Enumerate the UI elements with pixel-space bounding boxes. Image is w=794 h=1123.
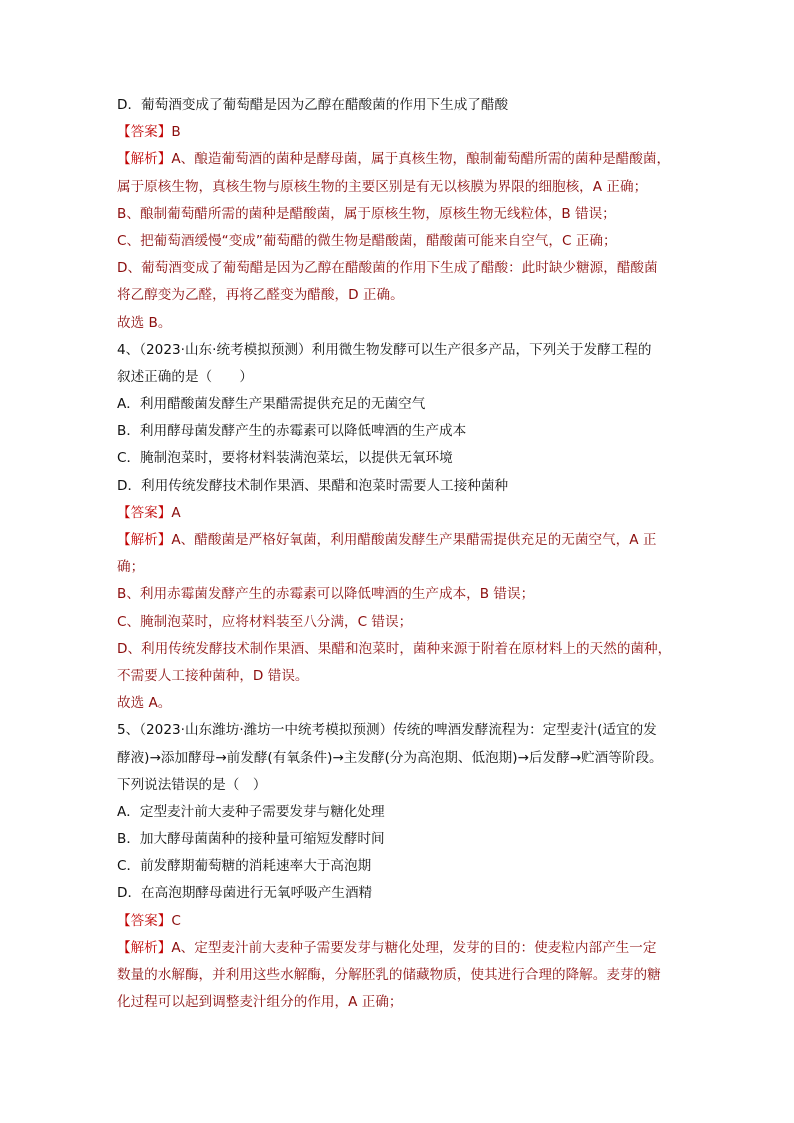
answer-value: C — [171, 912, 181, 929]
analysis-line: 化过程可以起到调整麦汁组分的作用，A 正确； — [117, 994, 403, 1011]
analysis-line: 将乙醇变为乙醛，再将乙醛变为醋酸，D 正确。 — [117, 287, 404, 304]
q4-stem: 4、（2023·山东·统考模拟预测）利用微生物发酵可以生产很多产品，下列关于发酵工程的 — [117, 341, 652, 358]
q5-option-d: D．在高泡期酵母菌进行无氧呼吸产生酒精 — [117, 885, 373, 902]
q5-stem: 酵液)→添加酵母→前发酵(有氧条件)→主发酵(分为高泡期、低泡期)→后发酵→贮酒等阶段。 — [117, 749, 663, 766]
q5-option-c: C．前发酵期葡萄糖的消耗速率大于高泡期 — [117, 858, 372, 875]
analysis-line: 不需要人工接种菌种，D 错误。 — [117, 667, 309, 684]
q4-option-a: A．利用醋酸菌发酵生产果醋需提供充足的无菌空气 — [117, 396, 426, 413]
answer-tag: 【答案】 — [117, 124, 172, 141]
analysis-text: A、定型麦汁前大麦种子需要发芽与糖化处理，发芽的目的：使麦粒内部产生一定 — [171, 939, 657, 956]
q3-answer — [117, 119, 677, 146]
analysis-text: A、酿造葡萄酒的菌种是酵母菌，属于真核生物，酿制葡萄醋所需的菌种是醋酸菌， — [171, 151, 671, 168]
q3-analysis — [117, 146, 677, 173]
conclusion-line: 故选 A。 — [117, 695, 172, 712]
q4-option-b: B．利用酵母菌发酵产生的赤霉素可以降低啤酒的生产成本 — [117, 423, 467, 440]
answer-tag: 【答案】 — [117, 912, 172, 929]
q3-option-d: D．葡萄酒变成了葡萄醋是因为乙醇在醋酸菌的作用下生成了醋酸 — [117, 97, 509, 113]
analysis-line: C、腌制泡菜时，应将材料装至八分满，C 错误； — [117, 613, 413, 630]
answer-tag: 【答案】 — [117, 504, 172, 521]
conclusion-line: 故选 B。 — [117, 314, 172, 331]
q5-answer — [117, 908, 677, 935]
q4-answer — [117, 500, 677, 527]
analysis-tag: 【解析】 — [117, 939, 172, 956]
analysis-line: B、利用赤霉菌发酵产生的赤霉素可以降低啤酒的生产成本，B 错误； — [117, 586, 535, 603]
analysis-line: 数量的水解酶，并利用这些水解酶，分解胚乳的储藏物质，使其进行合理的降解。麦芽的糖 — [117, 967, 661, 983]
analysis-line: C、把葡萄酒缓慢“变成”葡萄醋的微生物是醋酸菌，醋酸菌可能来自空气，C 正确； — [117, 232, 617, 249]
analysis-line: 属于原核生物，真核生物与原核生物的主要区别是有无以核膜为界限的细胞核，A 正确； — [117, 178, 648, 195]
q5-stem: 下列说法错误的是（ ） — [117, 776, 267, 793]
analysis-tag: 【解析】 — [117, 151, 172, 168]
q5-analysis — [117, 935, 677, 962]
analysis-line: D、葡萄酒变成了葡萄醋是因为乙醇在醋酸菌的作用下生成了醋酸：此时缺少糖源，醋酸菌 — [117, 260, 658, 277]
analysis-line: B、酿制葡萄醋所需的菌种是醋酸菌，属于原核生物，原核生物无线粒体，B 错误； — [117, 205, 616, 222]
q5-stem: 5、（2023·山东潍坊·潍坊一中统考模拟预测）传统的啤酒发酵流程为：定型麦汁(适宜的发 — [117, 722, 657, 739]
analysis-text: A、醋酸菌是严格好氧菌，利用醋酸菌发酵生产果醋需提供充足的无菌空气，A 正 — [171, 532, 657, 548]
analysis-line: 确； — [117, 559, 145, 576]
q4-option-c: C．腌制泡菜时，要将材料装满泡菜坛，以提供无氧环境 — [117, 450, 453, 467]
analysis-line: D、利用传统发酵技术制作果酒、果醋和泡菜时，菌种来源于附着在原材料上的天然的菌种， — [117, 640, 672, 657]
answer-value: B — [171, 124, 181, 141]
document-page — [117, 92, 677, 1016]
answer-value: A — [171, 504, 181, 521]
q5-option-a: A．定型麦汁前大麦种子需要发芽与糖化处理 — [117, 803, 385, 820]
analysis-tag: 【解析】 — [117, 532, 172, 548]
q5-option-b: B．加大酵母菌菌种的接种量可缩短发酵时间 — [117, 831, 385, 848]
q4-option-d: D．利用传统发酵技术制作果酒、果醋和泡菜时需要人工接种菌种 — [117, 477, 509, 494]
q4-analysis — [117, 527, 677, 554]
q4-stem: 叙述正确的是（ ） — [117, 368, 253, 385]
